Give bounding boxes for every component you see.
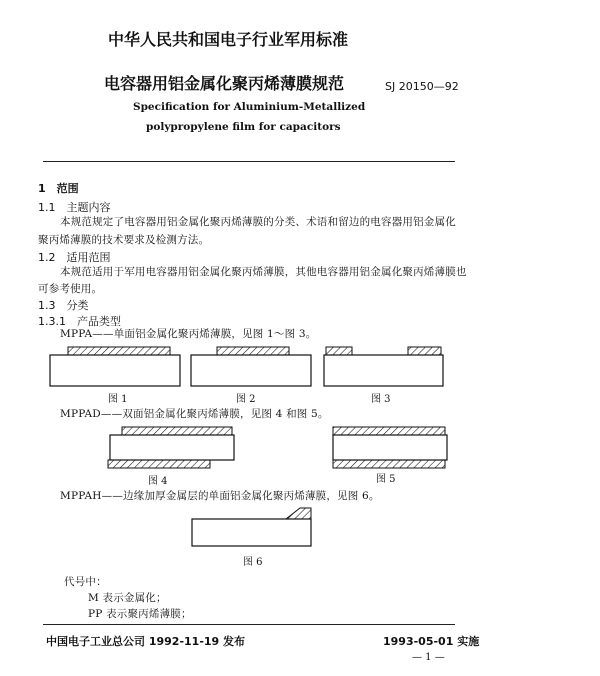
fig3-metal-left [326,347,352,355]
figure-4-diagram [100,424,240,470]
figure-5-caption: 图 5 [376,474,396,485]
fig4-film [110,435,234,460]
section-1-heading: 1 范围 [38,182,79,195]
section-1-2-heading: 1.2 适用范围 [38,251,111,264]
figure-1-diagram [48,344,183,389]
fig5-metal-top [333,427,445,435]
section-1-1-heading: 1.1 主题内容 [38,201,111,214]
code-pp: PP 表示聚丙烯薄膜； [88,608,192,620]
fig4-metal-bottom [108,460,210,468]
publisher-line: 中国电子工业总公司 1992-11-19 发布 [46,635,246,648]
codes-heading: 代号中： [64,576,107,588]
figure-2-caption: 图 2 [236,394,256,405]
figure-3-diagram [322,344,446,389]
section-1-1-text-line-1: 本规范规定了电容器用铝金属化聚丙烯薄膜的分类、术语和留边的电容器用铝金属化 [60,216,456,228]
fig4-metal-top [122,427,232,435]
fig2-film [191,355,311,386]
standard-number: SJ 20150—92 [385,80,459,93]
english-title-line-2: polypropylene film for capacitors [146,121,341,133]
figure-5-diagram [330,424,450,470]
header-divider [43,161,455,162]
figure-4-caption: 图 4 [148,476,168,487]
code-m: M 表示金属化； [88,592,167,604]
fig3-film [324,355,443,386]
fig1-film [50,355,180,386]
english-title-line-1: Specification for Aluminium-Metallized [133,101,366,113]
section-1-3-1-heading: 1.3.1 产品类型 [38,315,121,328]
section-1-2-text-line-1: 本规范适用于军用电容器用铝金属化聚丙烯薄膜，其他电容器用铝金属化聚丙烯薄膜也 [60,266,467,278]
page-title: 电容器用铝金属化聚丙烯薄膜规范 [104,74,345,93]
org-line: 中华人民共和国电子行业军用标准 [108,30,349,49]
footer-divider [43,624,455,625]
figure-6-caption: 图 6 [243,557,263,568]
fig6-metal-layer [210,508,311,519]
figure-1-caption: 图 1 [108,394,128,405]
fig1-metal-layer [68,347,170,355]
mppad-definition: MPPAD——双面铝金属化聚丙烯薄膜，见图 4 和图 5。 [60,408,329,420]
mppa-definition: MPPA——单面铝金属化聚丙烯薄膜，见图 1～图 3。 [60,328,317,340]
figure-2-diagram [189,344,314,389]
mppah-definition: MPPAH——边缘加厚金属层的单面铝金属化聚丙烯薄膜，见图 6。 [60,490,380,502]
fig6-film [192,519,311,546]
section-1-1-text-line-2: 聚丙烯薄膜的技术要求及检测方法。 [38,234,210,246]
fig2-metal-layer [217,347,289,355]
page-number: — 1 — [412,652,445,663]
fig3-metal-right [408,347,441,355]
fig5-film [333,435,447,460]
section-1-2-text-line-2: 可参考使用。 [38,283,103,295]
figure-6-diagram [190,503,315,549]
effective-date: 1993-05-01 实施 [383,635,480,648]
fig5-metal-bottom [333,460,445,468]
figure-3-caption: 图 3 [371,394,391,405]
section-1-3-heading: 1.3 分类 [38,299,89,312]
